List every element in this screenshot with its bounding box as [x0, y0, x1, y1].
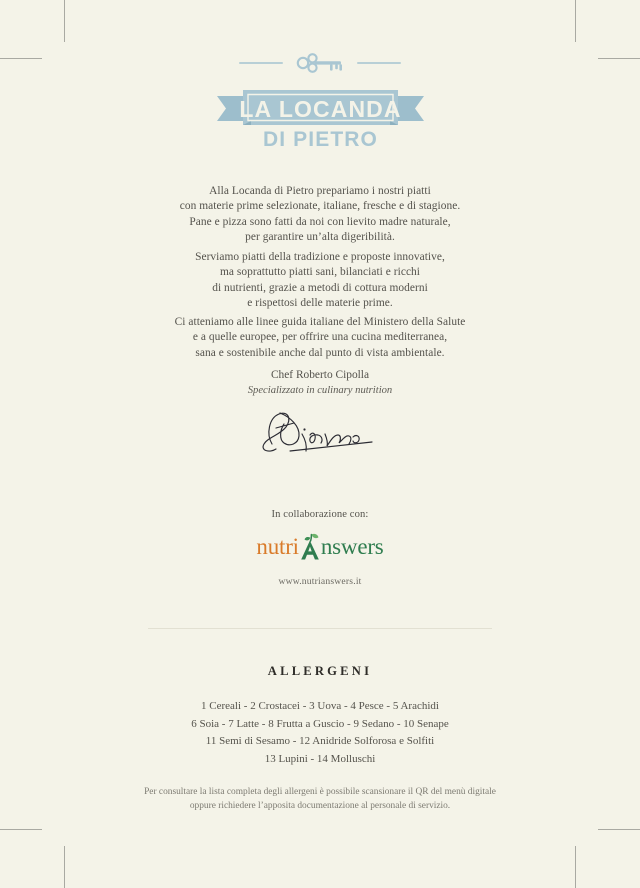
- nutrianswers-text-nswers: nswers: [320, 534, 384, 559]
- intro-p3-line-3: sana e sostenibile anche dal punto di vista ambientale.: [195, 346, 445, 359]
- crop-mark-top-left-vertical: [64, 0, 65, 42]
- leaf-a-icon: [299, 532, 321, 562]
- allergens-list: [0, 698, 640, 768]
- allergens-line-3: 11 Semi di Sesamo - 12 Anidride Solforosa e Solfiti: [205, 735, 435, 748]
- section-divider: [148, 628, 492, 629]
- vintage-key-icon: [292, 50, 348, 76]
- intro-p1-line-4: per garantire un’alta digeribilità.: [245, 231, 395, 244]
- ribbon-line-1: LA LOCANDA: [238, 96, 402, 122]
- handwritten-signature-icon: [250, 404, 390, 462]
- intro-p1-line-2: con materie prime selezionate, italiane, fresche e di stagione.: [179, 200, 461, 213]
- crop-mark-bottom-right-horizontal: [598, 829, 640, 830]
- partner-website[interactable]: www.nutrianswers.it: [278, 576, 362, 587]
- key-icon-row: [0, 44, 640, 82]
- allergens-footnote-line-1: Per consultare la lista completa degli allergeni è possibile scansionare il QR del menù digitale: [144, 787, 496, 797]
- nutrianswers-text-nutri: nutri: [256, 534, 299, 559]
- allergens-line-2: 6 Soia - 7 Latte - 8 Frutta a Guscio - 9 Sedano - 10 Senape: [191, 717, 449, 730]
- chef-specialization: Specializzato in culinary nutrition: [247, 385, 393, 397]
- restaurant-logo: [0, 44, 640, 152]
- intro-p2-line-1: Serviamo piatti della tradizione e proposte innovative,: [195, 251, 445, 263]
- intro-paragraph-3: [0, 315, 640, 361]
- intro-paragraph-1: [0, 184, 640, 246]
- logo-rule-right: [357, 62, 401, 64]
- crop-mark-bottom-left-vertical: [64, 846, 65, 888]
- intro-p3-line-1: Ci atteniamo alle linee guida italiane del Ministero della Salute: [174, 316, 466, 328]
- collaboration-block: [0, 509, 640, 587]
- intro-p2-line-2: ma soprattutto piatti sani, bilanciati e ricchi: [219, 266, 421, 279]
- intro-p1-line-3: Pane e pizza sono fatti da noi con lievito madre naturale,: [189, 215, 451, 228]
- logo-rule-left: [239, 62, 283, 64]
- ribbon-banner-shape: [213, 80, 428, 152]
- chef-credit: [0, 368, 640, 399]
- crop-mark-bottom-right-vertical: [575, 846, 576, 888]
- intro-p1-line-1: Alla Locanda di Pietro prepariamo i nostri piatti: [209, 185, 431, 197]
- collaboration-label: In collaborazione con:: [271, 509, 369, 520]
- intro-paragraph-2: [0, 250, 640, 312]
- intro-p2-line-4: e rispettosi delle materie prime.: [247, 297, 393, 310]
- allergens-line-1: 1 Cereali - 2 Crostacei - 3 Uova - 4 Pesce - 5 Arachidi: [201, 700, 439, 712]
- allergens-title: ALLERGENI: [267, 664, 373, 678]
- allergens-footnote-line-2: oppure richiedere l’apposita documentazione al personale di servizio.: [189, 801, 451, 812]
- nutrianswers-logo: [0, 532, 640, 562]
- intro-p3-line-2: e a quelle europee, per offrire una cucina mediterranea,: [192, 331, 448, 344]
- crop-mark-bottom-left-horizontal: [0, 829, 42, 830]
- ribbon-line-2: DI PIETRO: [262, 128, 378, 151]
- logo-ribbon: [213, 80, 428, 152]
- crop-mark-top-right-vertical: [575, 0, 576, 42]
- allergens-footnote: [0, 785, 640, 813]
- intro-p2-line-3: di nutrienti, grazie a metodi di cottura moderni: [212, 281, 428, 294]
- chef-name: Chef Roberto Cipolla: [270, 369, 370, 381]
- allergens-line-4: 13 Lupini - 14 Molluschi: [264, 752, 376, 765]
- chef-signature: [0, 404, 640, 466]
